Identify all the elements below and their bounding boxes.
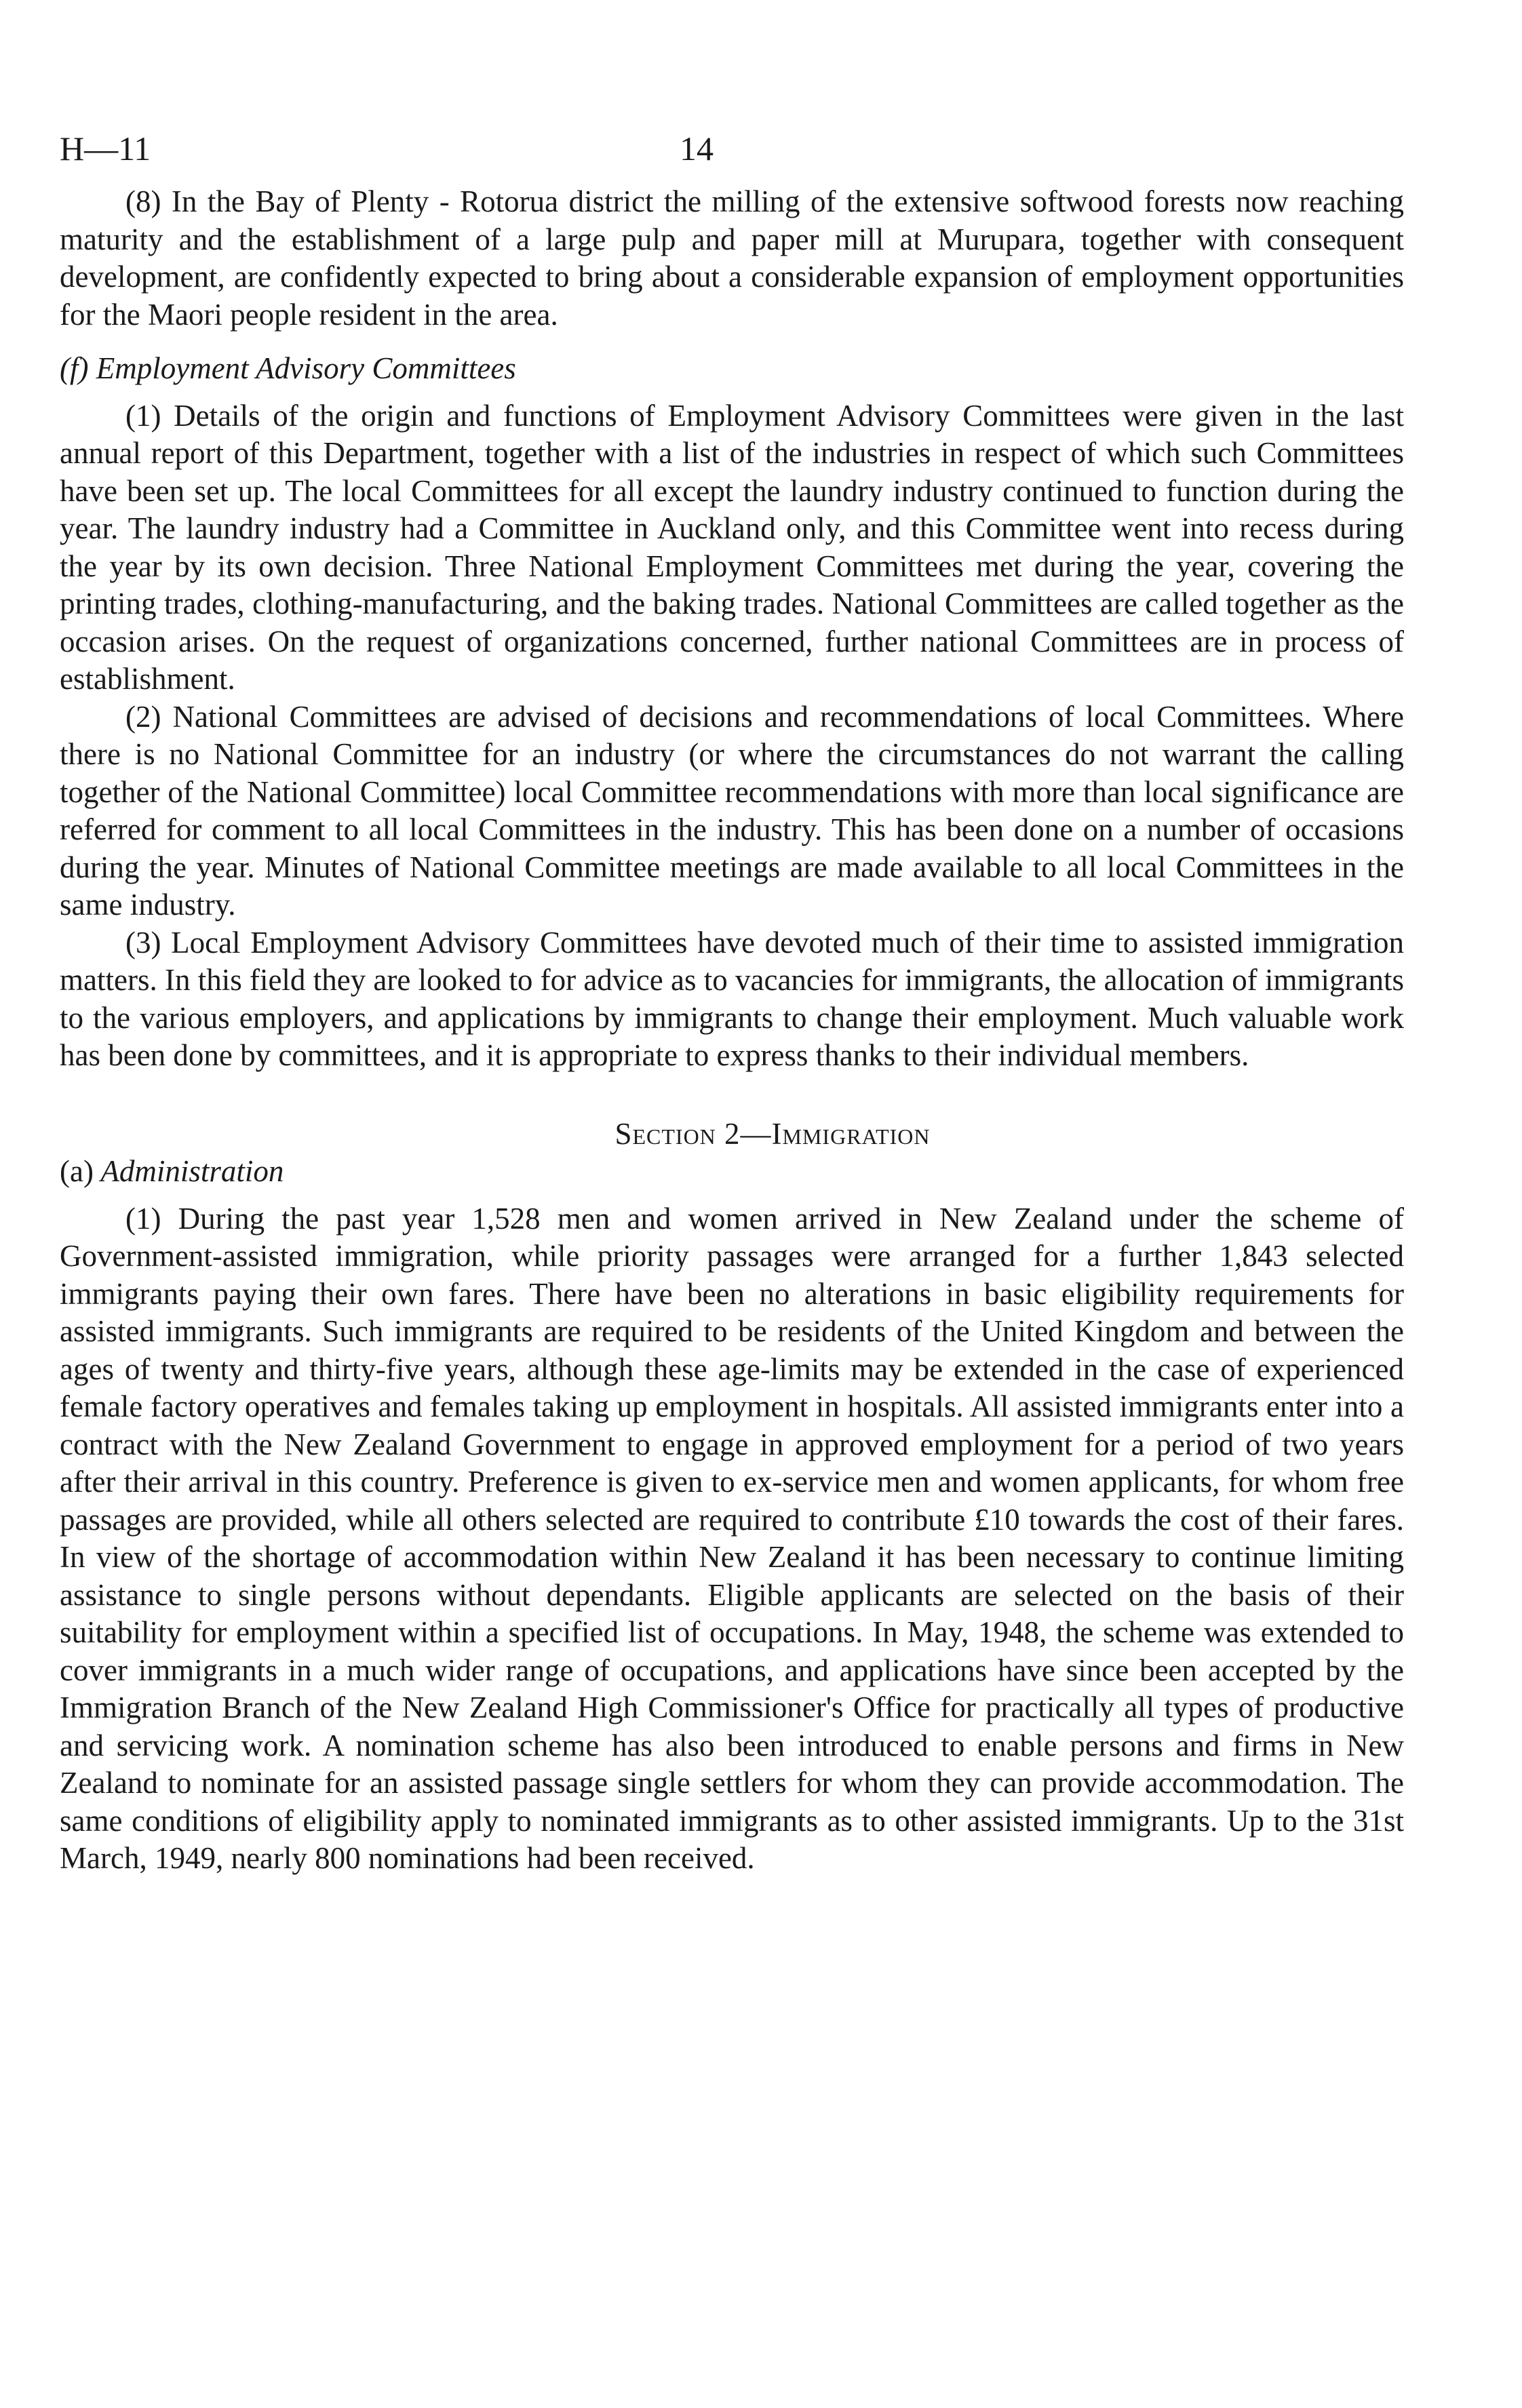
intro-paragraph: (8) In the Bay of Plenty - Rotorua district the milling of the extensive softwood forests now reaching maturity and the establishment of a large pulp and paper mill at Murupara, together with consequent development, are confidently expected to bring about a considerable expansion of employment opportunities for the Maori people resident in the area. [60,184,1404,332]
paragraph-f1: (1) Details of the origin and functions of Employment Advisory Committees were given in the last annual report of this Department, together with a list of the industries in respect of which such Committees have been set up. The local Committees for all except the laundry industry continued to function during the year. The laundry industry had a Committee in Auckland only, and this Committee went into recess during the year by its own decision. Three National Employment Committees met during the year, covering the printing trades, clothing-manufacturing, and the baking trades. National Committees are called together as the occasion arises. On the request of organizations concerned, further national Committees are in process of establishment. [60,398,1404,696]
subsection-f-title: Employment Advisory Committees [96,351,516,385]
running-header [60,129,1404,183]
document-code: H—11 [60,130,151,167]
document-page [60,129,1404,1878]
paragraph-f3: (3) Local Employment Advisory Committees have devoted much of their time to assisted immigration matters. In this field they are looked to for advice as to vacancies for immigrants, the allocation of immigrants to the various employers, and applications by immigrants to change their employment. Much valuable work has been done by committees, and it is appropriate to express thanks to their individual members. [60,925,1404,1072]
subsection-f-heading [60,350,1404,388]
subsection-a-label: (a) [60,1154,94,1188]
subsection-a-heading [60,1153,1404,1191]
section-heading: Section 2—Immigration [614,1116,931,1151]
subsection-f-label: (f) [60,351,89,385]
paragraph-a1: (1) During the past year 1,528 men and women arrived in New Zealand under the scheme of Government-assisted immigration, while priority passages were arranged for a further 1,843 selected immigrants paying their own fares. There have been no alterations in basic eligibility requirements for assisted immigrants. Such immigrants are required to be residents of the United Kingdom and between the ages of twenty and thirty-five years, although these age-limits may be extended in the case of experienced female factory operatives and females taking up employment in hospitals. All assisted immigrants enter into a contract with the New Zealand Government to engage in approved employment for a period of two years after their arrival in this country. Preference is given to ex-service men and women applicants, for whom free passages are provided, while all others selected are required to contribute £10 towards the cost of their fares. In view of the shortage of accommodation within New Zealand it has been necessary to continue limiting assistance to single persons without dependants. Eligible applicants are selected on the basis of their suitability for employment within a specified list of occupations. In May, 1948, the scheme was extended to cover immigrants in a much wider range of occupations, and applications have since been accepted by the Immigration Branch of the New Zealand High Commissioner's Office for practically all types of productive and servicing work. A nomination scheme has also been introduced to enable persons and firms in New Zealand to nominate for an assisted passage single settlers for whom they can provide accommodation. The same conditions of eligibility apply to nominated immigrants as to other assisted immigrants. Up to the 31st March, 1949, nearly 800 nominations had been received. [60,1201,1404,1875]
subsection-a-title: Administration [100,1154,284,1188]
page-number: 14 [680,130,714,167]
paragraph-f2: (2) National Committees are advised of decisions and recommendations of local Committees. Where there is no National Committee for an industry (or where the circumstances do not warrant the calling together of the National Committee) local Committee recommendations with more than local significance are referred for comment to all local Committees in the industry. This has been done on a number of occasions during the year. Minutes of National Committee meetings are made available to all local Committees in the same industry. [60,699,1404,922]
